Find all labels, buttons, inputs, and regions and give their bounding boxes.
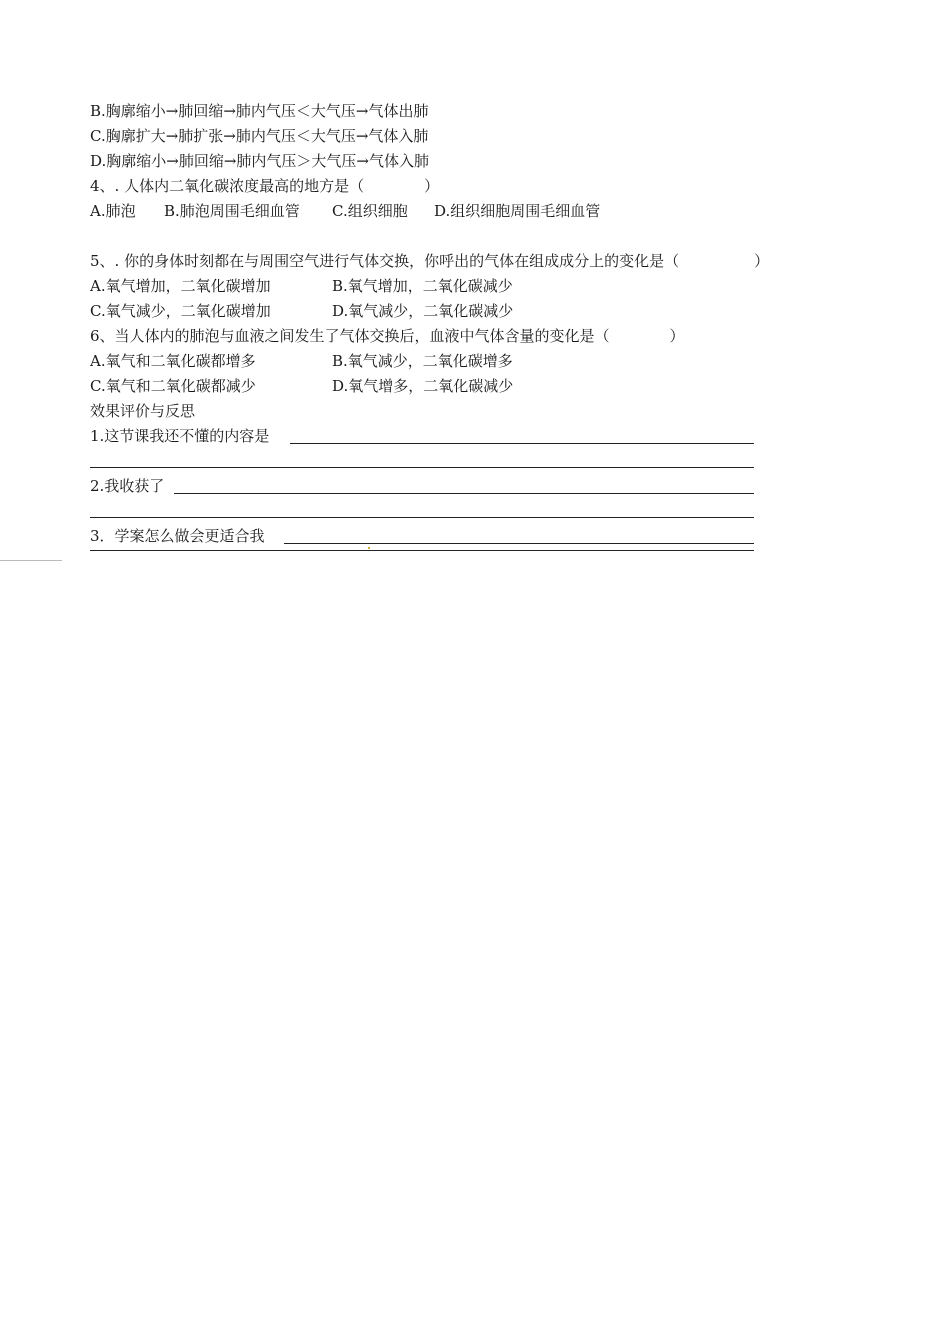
reflection-item2-label: 2.我收获了 [90, 477, 165, 495]
reflection-item3 [90, 526, 754, 546]
question4-option-d: D.组织细胞周围毛细血管 [434, 202, 601, 220]
answer-line[interactable] [174, 493, 754, 494]
question5-option-c: C.氧气减少，二氧化碳增加 [90, 302, 271, 320]
question3-option-b: B.胸廓缩小→肺回缩→肺内气压＜大气压→气体出肺 [90, 102, 429, 120]
question6-options-row2 [90, 376, 790, 396]
question3-option-c: C.胸廓扩大→肺扩张→肺内气压＜大气压→气体入肺 [90, 127, 429, 145]
question4-option-b: B.肺泡周围毛细血管 [164, 202, 300, 220]
answer-line[interactable] [90, 550, 754, 551]
question3-option-d: D.胸廓缩小→肺回缩→肺内气压＞大气压→气体入肺 [90, 152, 429, 170]
answer-line[interactable] [90, 467, 754, 468]
question4-options [90, 201, 790, 221]
reflection-item2 [90, 476, 754, 496]
question4-stem: 4、. 人体内二氧化碳浓度最高的地方是（ ） [90, 177, 440, 195]
speck-mark [368, 547, 370, 549]
question5-option-a: A.氧气增加，二氧化碳增加 [90, 277, 271, 295]
answer-line[interactable] [290, 443, 754, 444]
question4-option-c: C.组织细胞 [332, 202, 408, 220]
question6-option-c: C.氧气和二氧化碳都减少 [90, 377, 256, 395]
reflection-item3-label: 3．学案怎么做会更适合我 [90, 527, 265, 545]
question6-option-a: A.氧气和二氧化碳都增多 [90, 352, 256, 370]
reflection-item1 [90, 426, 754, 446]
answer-line[interactable] [90, 517, 754, 518]
question5-option-b: B.氧气增加，二氧化碳减少 [332, 277, 513, 295]
reflection-heading: 效果评价与反思 [90, 402, 196, 420]
question5-options-row2 [90, 301, 790, 321]
margin-mark [0, 560, 62, 561]
question4-option-a: A.肺泡 [90, 202, 136, 220]
question5-option-d: D.氧气减少，二氧化碳减少 [332, 302, 514, 320]
question5-stem: 5、. 你的身体时刻都在与周围空气进行气体交换，你呼出的气体在组成成分上的变化是（ ） [90, 252, 770, 270]
question6-options-row1 [90, 351, 790, 371]
question5-options-row1 [90, 276, 790, 296]
question6-option-b: B.氧气减少，二氧化碳增多 [332, 352, 513, 370]
reflection-item1-label: 1.这节课我还不懂的内容是 [90, 427, 270, 445]
answer-line[interactable] [284, 543, 754, 544]
question6-stem: 6、当人体内的肺泡与血液之间发生了气体交换后，血液中气体含量的变化是（ ） [90, 327, 685, 345]
question6-option-d: D.氧气增多，二氧化碳减少 [332, 377, 514, 395]
